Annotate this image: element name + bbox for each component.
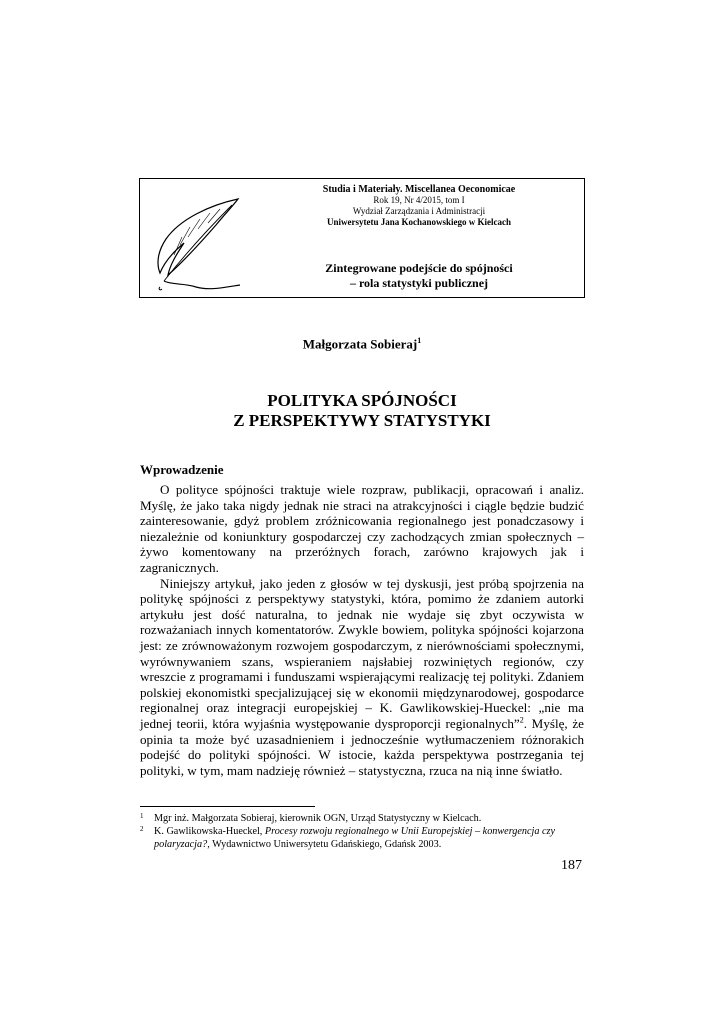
footnote-2-title: Procesy rozwoju regionalnego w Unii Europejskiej – konwergencja czy polaryzacja?, <box>154 826 556 850</box>
journal-university: Uniwersytetu Jana Kochanowskiego w Kielcach <box>327 217 511 227</box>
footnotes <box>140 812 584 851</box>
footnote-1-text: Mgr inż. Małgorzata Sobieraj, kierownik OGN, Urząd Statystyczny w Kielcach. <box>154 813 482 824</box>
article-title-line-1: POLITYKA SPÓJNOŚCI <box>267 391 457 410</box>
issue-theme-line-2: – rola statystyki publicznej <box>349 276 489 290</box>
issue-theme <box>260 261 578 291</box>
footnote-1-number: 1 <box>140 812 144 820</box>
footnote-ref-2: 2 <box>519 715 524 725</box>
page-number: 187 <box>561 858 582 873</box>
author-line <box>140 336 584 352</box>
journal-name: Studia i Materiały. Miscellanea Oeconomicae <box>322 184 516 195</box>
footnote-1 <box>140 812 584 825</box>
paragraph-2-text-b: . Myślę, że opinia ta może być uzasadnieniem i jednocześnie wytłumaczeniem różnorakich podejść do polityki spójności. W istocie, każda perspektywa postrzegania tej polityki, w tym, mam nadzieję również – statystyczna, rzuca na nią inne światło. <box>140 715 584 778</box>
section-heading: Wprowadzenie <box>140 462 224 477</box>
journal-faculty: Wydział Zarządzania i Administracji <box>352 206 486 216</box>
footnote-2-publisher: Wydawnictwo Uniwersytetu Gdańskiego, Gdańsk 2003. <box>209 839 442 850</box>
paragraph-1: O polityce spójności traktuje wiele rozpraw, publikacji, opracowań i analiz. Myślę, że jako taka nigdy jednak nie straci na atrakcyjności i ciągle będzie budzić zainteresowanie, gdyż problem zróżnicowania regionalnego jest ponadczasowy i niezależnie od koniunktury gospodarczej czy zachodzących zmian społecznych – żywo komentowany na przeróżnych forach, zarówno krajowych jak i zagranicznych. <box>140 482 584 575</box>
author-name: Małgorzata Sobieraj <box>302 336 418 352</box>
quill-pen-icon <box>150 197 242 293</box>
issue-theme-line-1: Zintegrowane podejście do spójności <box>325 261 513 275</box>
footnote-divider <box>140 806 315 807</box>
footnote-2-number: 2 <box>140 825 144 833</box>
author-footnote-mark: 1 <box>417 336 422 345</box>
journal-header-box <box>139 178 585 298</box>
journal-issue: Rok 19, Nr 4/2015, tom I <box>373 195 465 205</box>
footnote-2-author: K. Gawlikowska-Hueckel, <box>154 826 265 837</box>
footnote-2 <box>140 825 584 851</box>
paragraph-2 <box>140 576 584 779</box>
article-body <box>140 482 584 778</box>
article-title <box>140 391 584 431</box>
article-title-line-2: Z PERSPEKTYWY STATYSTYKI <box>233 411 491 430</box>
paragraph-2-text-a: Niniejszy artykuł, jako jeden z głosów w tej dyskusji, jest próbą spojrzenia na politykę spójności z perspektywy statystyki, która, pomimo że zdaniem autorki artykułu jest dość naturalna, to jednak nie wydaje się zbyt oczywista w rozważaniach innych komentatorów. Zwykle bowiem, polityka spójności kojarzona jest: ze zrównoważonym rozwojem gospodarczym, z nierównościami społecznymi, wyrównywaniem szans, wspieraniem najsłabiej rozwiniętych regionów, czy wreszcie z programami i funduszami wspierającymi realizację tej polityki. Zdaniem polskiej ekonomistki specjalizującej się w ekonomii międzynarodowej, gospodarce regionalnej oraz integracji europejskiej – K. Gawlikowskiej-Hueckel: „nie ma jednej teorii, która wyjaśnia występowanie dysproporcji regionalnych” <box>140 575 584 731</box>
journal-info <box>260 184 578 228</box>
